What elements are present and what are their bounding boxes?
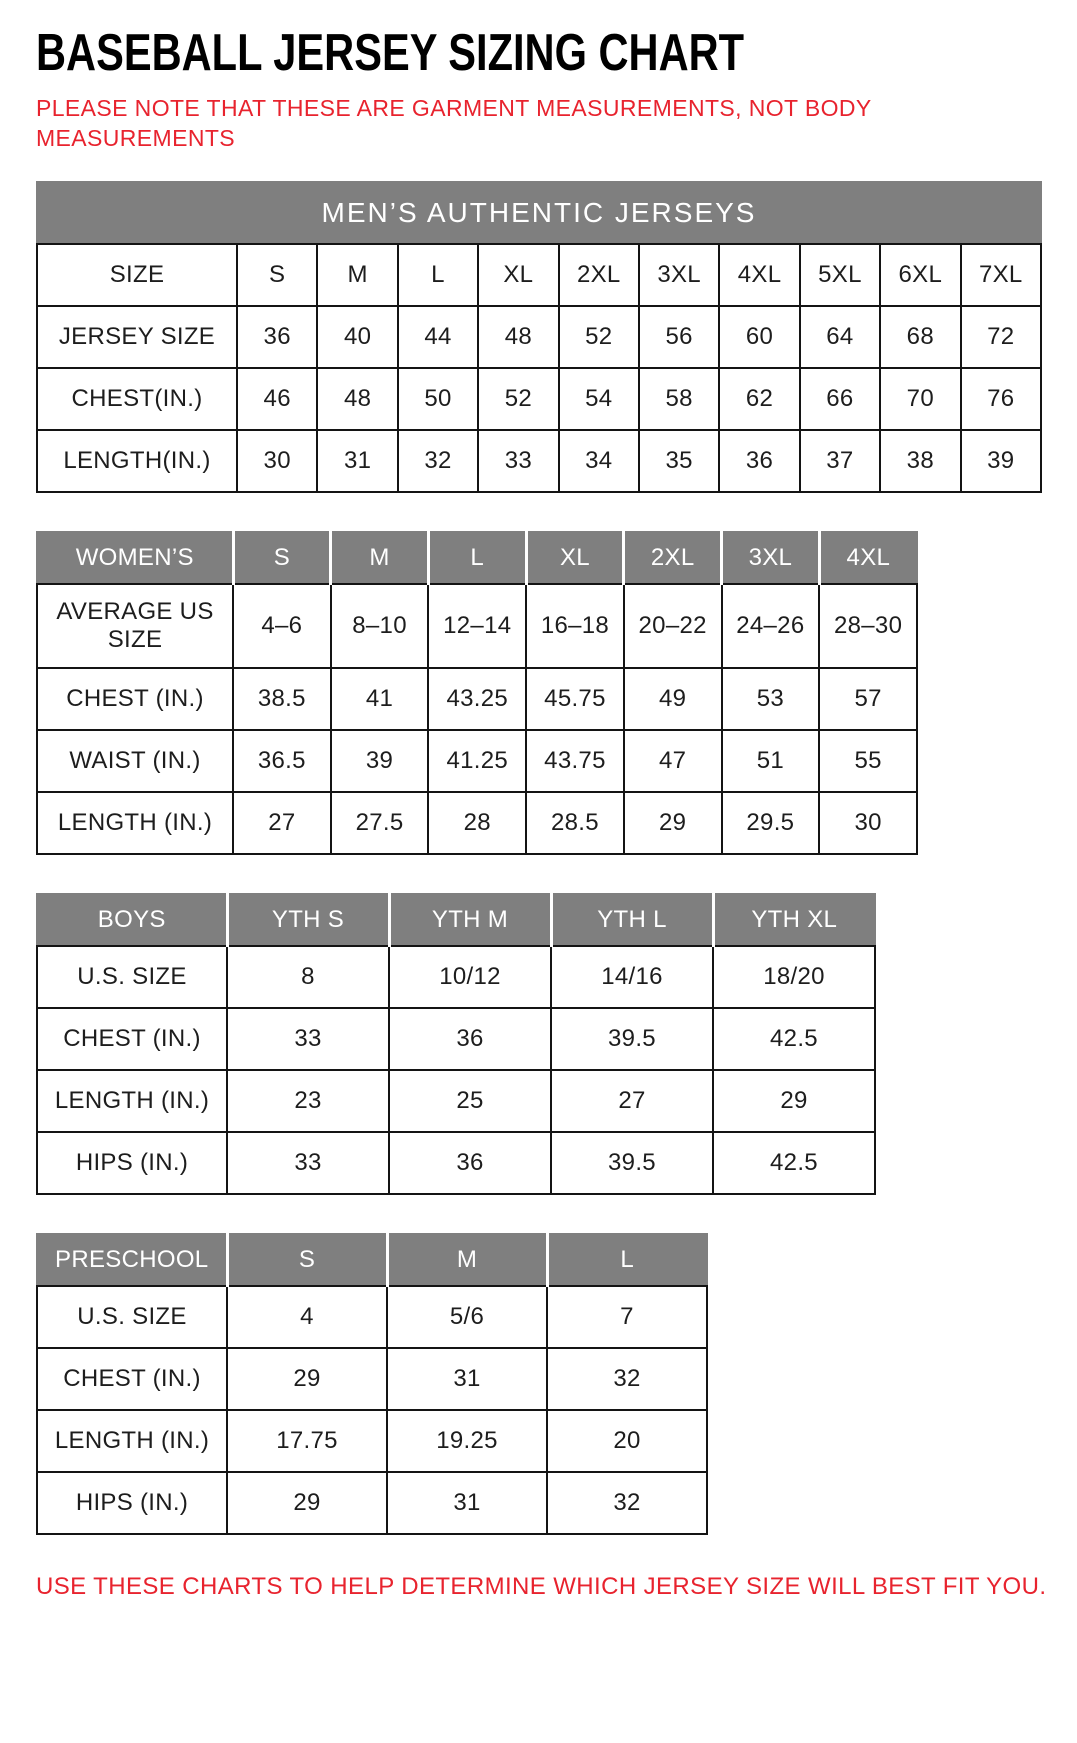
boys-value-cell: 10/12 bbox=[389, 946, 551, 1008]
mens-value-cell: 40 bbox=[317, 306, 397, 368]
womens-header-size-2xl: 2XL bbox=[624, 532, 722, 584]
mens-row-label: LENGTH(IN.) bbox=[37, 430, 237, 492]
womens-value-cell: 45.75 bbox=[526, 668, 624, 730]
womens-value-cell: 28.5 bbox=[526, 792, 624, 854]
womens-header-size-m: M bbox=[331, 532, 429, 584]
womens-value-cell: 28 bbox=[428, 792, 526, 854]
womens-value-cell: 41 bbox=[331, 668, 429, 730]
mens-banner-row bbox=[37, 182, 1041, 244]
mens-value-cell: 35 bbox=[639, 430, 719, 492]
mens-value-cell: 48 bbox=[317, 368, 397, 430]
mens-value-cell: 70 bbox=[880, 368, 960, 430]
mens-value-cell: 31 bbox=[317, 430, 397, 492]
boys-value-cell: 29 bbox=[713, 1070, 875, 1132]
womens-header-size-3xl: 3XL bbox=[722, 532, 820, 584]
womens-value-cell: 57 bbox=[819, 668, 917, 730]
womens-row-chest-in bbox=[37, 668, 917, 730]
mens-value-cell: 60 bbox=[719, 306, 799, 368]
mens-value-cell: 6XL bbox=[880, 244, 960, 306]
mens-value-cell: 56 bbox=[639, 306, 719, 368]
mens-value-cell: 64 bbox=[800, 306, 880, 368]
preschool-row-u-s-size bbox=[37, 1286, 707, 1348]
womens-row-label: CHEST (IN.) bbox=[37, 668, 233, 730]
womens-sizing-table bbox=[36, 531, 918, 855]
preschool-value-cell: 20 bbox=[547, 1410, 707, 1472]
womens-value-cell: 43.25 bbox=[428, 668, 526, 730]
page-title-text: BASEBALL JERSEY SIZING CHART bbox=[36, 24, 745, 82]
mens-value-cell: 76 bbox=[961, 368, 1041, 430]
boys-value-cell: 25 bbox=[389, 1070, 551, 1132]
boys-header-size-ythl: YTH L bbox=[551, 894, 713, 946]
womens-header-size-4xl: 4XL bbox=[819, 532, 917, 584]
mens-authentic-jerseys-table bbox=[36, 181, 1042, 493]
mens-table-banner: MEN’S AUTHENTIC JERSEYS bbox=[37, 182, 1041, 244]
womens-value-cell: 4–6 bbox=[233, 584, 331, 668]
mens-value-cell: 34 bbox=[559, 430, 639, 492]
womens-value-cell: 55 bbox=[819, 730, 917, 792]
mens-value-cell: 58 bbox=[639, 368, 719, 430]
womens-header-row bbox=[37, 532, 917, 584]
boys-header-label: BOYS bbox=[37, 894, 227, 946]
womens-header-size-l: L bbox=[428, 532, 526, 584]
boys-value-cell: 14/16 bbox=[551, 946, 713, 1008]
womens-value-cell: 24–26 bbox=[722, 584, 820, 668]
womens-value-cell: 39 bbox=[331, 730, 429, 792]
preschool-value-cell: 5/6 bbox=[387, 1286, 547, 1348]
womens-value-cell: 28–30 bbox=[819, 584, 917, 668]
boys-row-u-s-size bbox=[37, 946, 875, 1008]
mens-value-cell: 2XL bbox=[559, 244, 639, 306]
womens-row-label: AVERAGE US SIZE bbox=[37, 584, 233, 668]
preschool-value-cell: 32 bbox=[547, 1348, 707, 1410]
womens-value-cell: 8–10 bbox=[331, 584, 429, 668]
preschool-header-size-m: M bbox=[387, 1234, 547, 1286]
mens-value-cell: 4XL bbox=[719, 244, 799, 306]
boys-value-cell: 39.5 bbox=[551, 1008, 713, 1070]
boys-row-length-in bbox=[37, 1070, 875, 1132]
womens-value-cell: 30 bbox=[819, 792, 917, 854]
womens-value-cell: 51 bbox=[722, 730, 820, 792]
preschool-row-label: LENGTH (IN.) bbox=[37, 1410, 227, 1472]
preschool-row-length-in bbox=[37, 1410, 707, 1472]
mens-value-cell: 38 bbox=[880, 430, 960, 492]
boys-header-size-ythm: YTH M bbox=[389, 894, 551, 946]
mens-row-label: CHEST(IN.) bbox=[37, 368, 237, 430]
boys-value-cell: 27 bbox=[551, 1070, 713, 1132]
page-title bbox=[36, 26, 1041, 81]
boys-sizing-table bbox=[36, 893, 876, 1195]
boys-value-cell: 42.5 bbox=[713, 1132, 875, 1194]
preschool-value-cell: 31 bbox=[387, 1472, 547, 1534]
womens-value-cell: 41.25 bbox=[428, 730, 526, 792]
mens-value-cell: 33 bbox=[478, 430, 558, 492]
mens-value-cell: XL bbox=[478, 244, 558, 306]
womens-value-cell: 29 bbox=[624, 792, 722, 854]
mens-value-cell: 30 bbox=[237, 430, 317, 492]
womens-header-label: WOMEN’S bbox=[37, 532, 233, 584]
mens-row-label: SIZE bbox=[37, 244, 237, 306]
mens-row-length-in bbox=[37, 430, 1041, 492]
womens-row-waist-in bbox=[37, 730, 917, 792]
womens-value-cell: 36.5 bbox=[233, 730, 331, 792]
preschool-row-label: CHEST (IN.) bbox=[37, 1348, 227, 1410]
womens-row-average-us-size bbox=[37, 584, 917, 668]
boys-value-cell: 36 bbox=[389, 1008, 551, 1070]
mens-value-cell: M bbox=[317, 244, 397, 306]
preschool-value-cell: 29 bbox=[227, 1348, 387, 1410]
preschool-value-cell: 7 bbox=[547, 1286, 707, 1348]
womens-value-cell: 12–14 bbox=[428, 584, 526, 668]
preschool-header-size-s: S bbox=[227, 1234, 387, 1286]
mens-value-cell: 3XL bbox=[639, 244, 719, 306]
preschool-header-size-l: L bbox=[547, 1234, 707, 1286]
womens-value-cell: 49 bbox=[624, 668, 722, 730]
preschool-value-cell: 29 bbox=[227, 1472, 387, 1534]
womens-value-cell: 43.75 bbox=[526, 730, 624, 792]
boys-header-size-yths: YTH S bbox=[227, 894, 389, 946]
womens-value-cell: 27 bbox=[233, 792, 331, 854]
preschool-sizing-table bbox=[36, 1233, 708, 1535]
preschool-row-chest-in bbox=[37, 1348, 707, 1410]
womens-value-cell: 53 bbox=[722, 668, 820, 730]
boys-row-label: LENGTH (IN.) bbox=[37, 1070, 227, 1132]
mens-value-cell: 52 bbox=[478, 368, 558, 430]
preschool-value-cell: 19.25 bbox=[387, 1410, 547, 1472]
womens-header-size-s: S bbox=[233, 532, 331, 584]
boys-value-cell: 42.5 bbox=[713, 1008, 875, 1070]
footer-note: USE THESE CHARTS TO HELP DETERMINE WHICH JERSEY SIZE WILL BEST FIT YOU. bbox=[36, 1573, 1047, 1601]
preschool-row-label: HIPS (IN.) bbox=[37, 1472, 227, 1534]
preschool-value-cell: 4 bbox=[227, 1286, 387, 1348]
preschool-value-cell: 31 bbox=[387, 1348, 547, 1410]
mens-value-cell: L bbox=[398, 244, 478, 306]
boys-row-label: U.S. SIZE bbox=[37, 946, 227, 1008]
womens-row-label: WAIST (IN.) bbox=[37, 730, 233, 792]
mens-row-label: JERSEY SIZE bbox=[37, 306, 237, 368]
mens-value-cell: 37 bbox=[800, 430, 880, 492]
mens-value-cell: 66 bbox=[800, 368, 880, 430]
mens-value-cell: 36 bbox=[237, 306, 317, 368]
mens-value-cell: 7XL bbox=[961, 244, 1041, 306]
mens-row-size bbox=[37, 244, 1041, 306]
preschool-header-label: PRESCHOOL bbox=[37, 1234, 227, 1286]
mens-value-cell: S bbox=[237, 244, 317, 306]
boys-value-cell: 18/20 bbox=[713, 946, 875, 1008]
boys-row-chest-in bbox=[37, 1008, 875, 1070]
boys-value-cell: 33 bbox=[227, 1008, 389, 1070]
mens-value-cell: 36 bbox=[719, 430, 799, 492]
boys-value-cell: 33 bbox=[227, 1132, 389, 1194]
mens-value-cell: 62 bbox=[719, 368, 799, 430]
boys-header-row bbox=[37, 894, 875, 946]
womens-header-size-xl: XL bbox=[526, 532, 624, 584]
mens-value-cell: 72 bbox=[961, 306, 1041, 368]
mens-value-cell: 5XL bbox=[800, 244, 880, 306]
mens-value-cell: 39 bbox=[961, 430, 1041, 492]
boys-row-hips-in bbox=[37, 1132, 875, 1194]
mens-row-jersey-size bbox=[37, 306, 1041, 368]
mens-value-cell: 54 bbox=[559, 368, 639, 430]
boys-value-cell: 36 bbox=[389, 1132, 551, 1194]
preschool-row-label: U.S. SIZE bbox=[37, 1286, 227, 1348]
preschool-value-cell: 32 bbox=[547, 1472, 707, 1534]
mens-value-cell: 50 bbox=[398, 368, 478, 430]
mens-row-chest-in bbox=[37, 368, 1041, 430]
preschool-value-cell: 17.75 bbox=[227, 1410, 387, 1472]
boys-row-label: HIPS (IN.) bbox=[37, 1132, 227, 1194]
boys-value-cell: 23 bbox=[227, 1070, 389, 1132]
womens-value-cell: 38.5 bbox=[233, 668, 331, 730]
boys-value-cell: 8 bbox=[227, 946, 389, 1008]
mens-value-cell: 48 bbox=[478, 306, 558, 368]
womens-value-cell: 29.5 bbox=[722, 792, 820, 854]
preschool-header-row bbox=[37, 1234, 707, 1286]
preschool-row-hips-in bbox=[37, 1472, 707, 1534]
boys-header-size-ythxl: YTH XL bbox=[713, 894, 875, 946]
mens-value-cell: 68 bbox=[880, 306, 960, 368]
womens-value-cell: 20–22 bbox=[624, 584, 722, 668]
womens-value-cell: 47 bbox=[624, 730, 722, 792]
mens-value-cell: 44 bbox=[398, 306, 478, 368]
boys-value-cell: 39.5 bbox=[551, 1132, 713, 1194]
garment-measurements-note: PLEASE NOTE THAT THESE ARE GARMENT MEASUREMENTS, NOT BODY MEASUREMENTS bbox=[36, 94, 872, 151]
boys-row-label: CHEST (IN.) bbox=[37, 1008, 227, 1070]
womens-row-label: LENGTH (IN.) bbox=[37, 792, 233, 854]
womens-value-cell: 27.5 bbox=[331, 792, 429, 854]
mens-value-cell: 52 bbox=[559, 306, 639, 368]
womens-value-cell: 16–18 bbox=[526, 584, 624, 668]
womens-row-length-in bbox=[37, 792, 917, 854]
mens-value-cell: 46 bbox=[237, 368, 317, 430]
mens-value-cell: 32 bbox=[398, 430, 478, 492]
